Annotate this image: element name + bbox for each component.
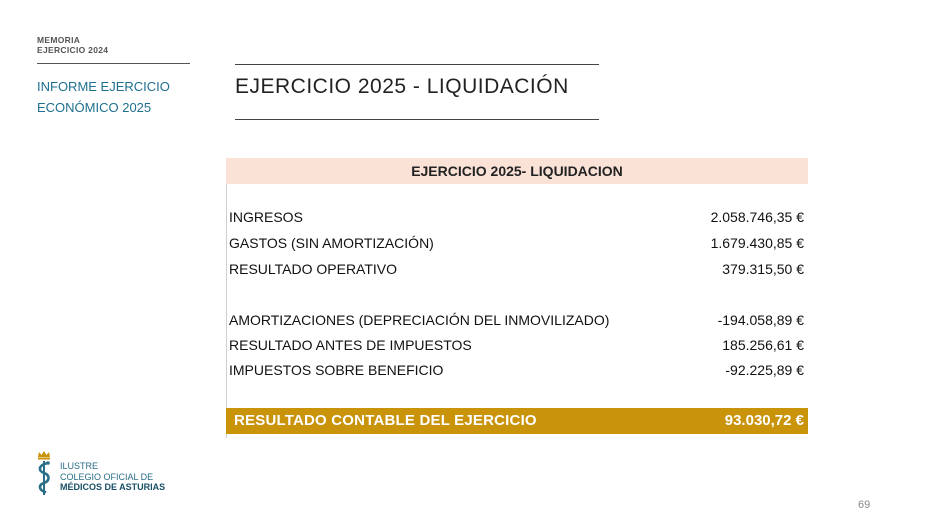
memoria-line-2: EJERCICIO 2024: [37, 45, 109, 55]
section-title-line-1: INFORME EJERCICIO: [37, 79, 170, 94]
row-value: 1.679.430,85 €: [710, 235, 804, 251]
row-label: RESULTADO OPERATIVO: [229, 261, 398, 277]
memoria-divider: [37, 63, 190, 64]
row-label: AMORTIZACIONES (DEPRECIACIÓN DEL INMOVILIZADO): [229, 312, 610, 328]
table-total-row: [226, 408, 808, 434]
row-value: 379.315,50 €: [722, 261, 804, 277]
memoria-label: [37, 35, 108, 55]
table-row-resultado-operativo: [226, 257, 808, 281]
row-value: -194.058,89 €: [717, 312, 804, 328]
caduceus-crown-icon: [36, 450, 52, 496]
title-rule-bottom: [235, 119, 599, 120]
total-value: 93.030,72 €: [724, 412, 804, 429]
logo-line-1: ILUSTRE: [60, 461, 99, 471]
college-logo: [36, 450, 176, 498]
title-rule-top: [235, 64, 599, 65]
page-title: EJERCICIO 2025 - LIQUIDACIÓN: [235, 75, 569, 98]
table-row-ingresos: [226, 205, 808, 229]
page-number: 69: [858, 499, 871, 511]
logo-line-3: MÉDICOS DE ASTURIAS: [60, 482, 166, 492]
row-label: RESULTADO ANTES DE IMPUESTOS: [229, 337, 472, 353]
logo-text: [60, 461, 165, 493]
row-value: 185.256,61 €: [722, 337, 804, 353]
liquidation-table: [226, 158, 808, 438]
row-label: IMPUESTOS SOBRE BENEFICIO: [229, 362, 444, 378]
row-value: 2.058.746,35 €: [710, 209, 804, 225]
table-row-gastos: [226, 231, 808, 255]
row-value: -92.225,89 €: [725, 362, 804, 378]
section-title-line-2: ECONÓMICO 2025: [37, 100, 152, 115]
logo-line-2: COLEGIO OFICIAL DE: [60, 471, 154, 482]
table-row-impuestos: [226, 358, 808, 382]
memoria-line-1: MEMORIA: [37, 35, 81, 45]
section-title: [37, 76, 170, 118]
table-row-resultado-antes-impuestos: [226, 333, 808, 357]
row-label: GASTOS (SIN AMORTIZACIÓN): [229, 235, 434, 251]
total-label: RESULTADO CONTABLE DEL EJERCICIO: [234, 412, 537, 429]
row-label: INGRESOS: [229, 209, 303, 225]
table-row-amortizaciones: [226, 308, 808, 332]
table-heading: EJERCICIO 2025- LIQUIDACION: [226, 158, 808, 184]
